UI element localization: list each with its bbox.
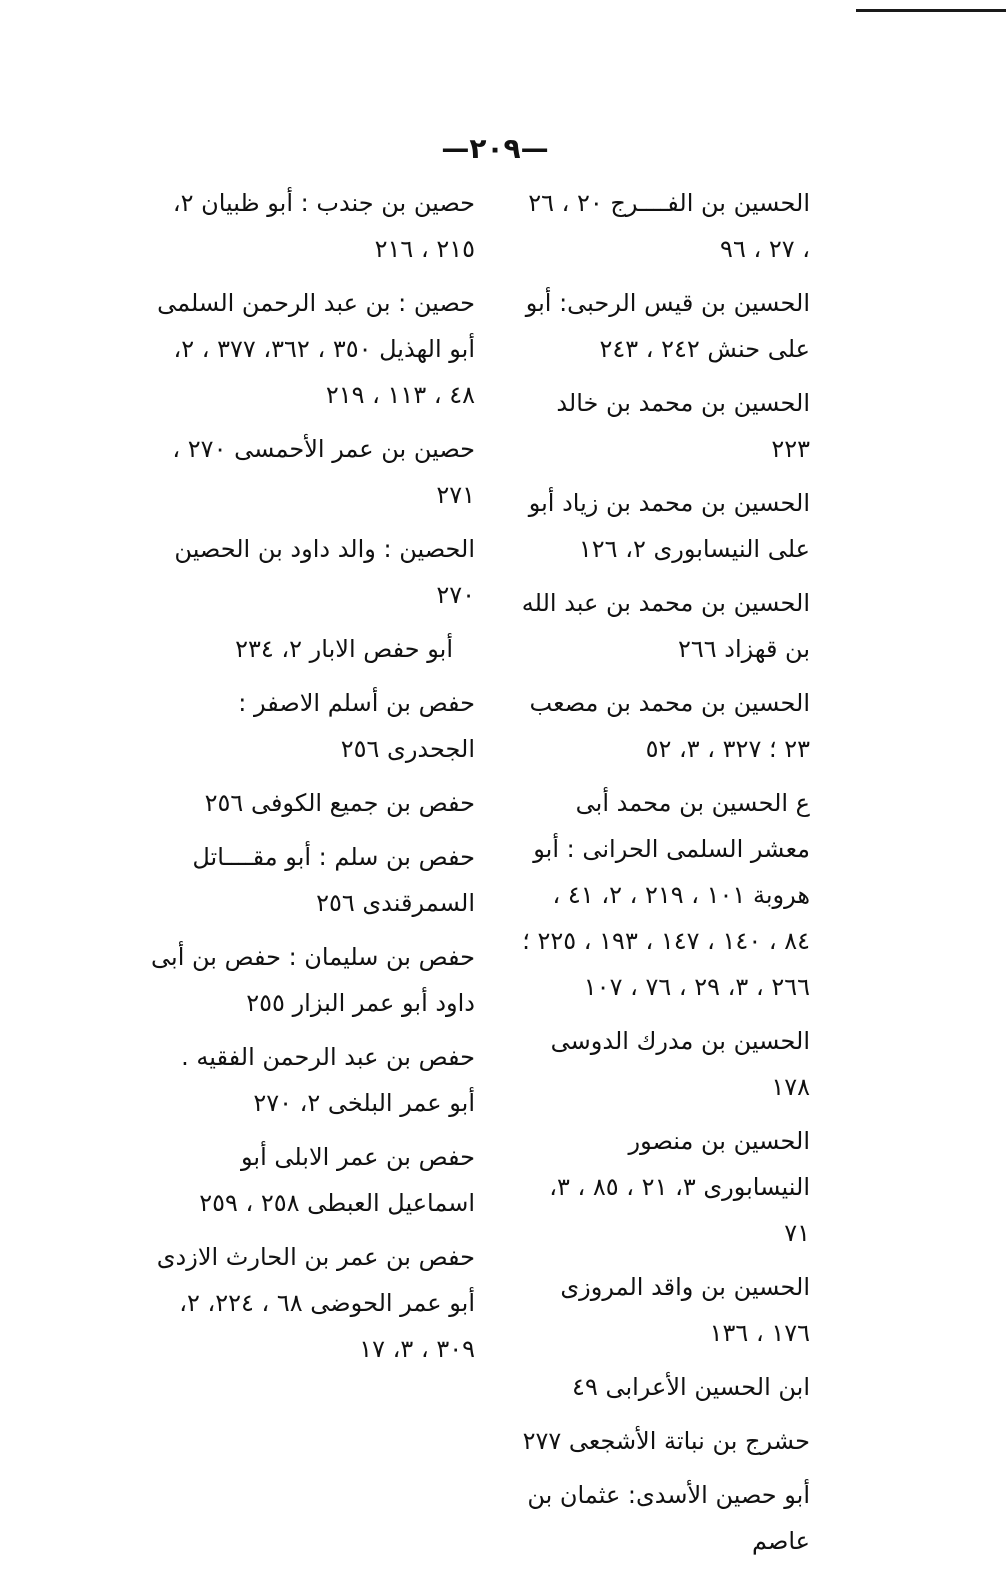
index-entry: حشرج بن نباتة الأشجعى ٢٧٧ [522, 1427, 810, 1455]
index-entry: ابن الحسين الأعرابى ٤٩ [572, 1373, 810, 1401]
index-entry: حصين : بن عبد الرحمن السلمى أبو الهذيل ٣٥٠ ، ٣٦٢، ٣٧٧ ، ٢، ٤٨ ، ١١٣ ، ٢١٩ [157, 289, 475, 409]
index-entry: حصين بن جندب : أبو ظبيان ٢، ٢١٥ ، ٢١٦ [172, 189, 475, 263]
index-entry: حفص بن جميع الكوفى ٢٥٦ [204, 789, 475, 817]
index-entry: الحسين بن محمد بن مصعب ٢٣ ؛ ٣٢٧ ، ٣، ٥٢ [529, 689, 810, 763]
index-entry: الحسين بن منصور النيسابورى ٣، ٢١ ، ٨٥ ، ٣، ٧١ [549, 1127, 810, 1247]
index-entry: أبو حفص الابار ٢، ٢٣٤ [235, 635, 453, 663]
top-rule [856, 9, 1006, 12]
index-entry: الحسين بن الفــــرج ٢٠ ، ٢٦ ، ٢٧ ، ٩٦ [528, 189, 810, 263]
index-entry: أبو حصين الأسدى: عثمان بن عاصم [527, 1481, 810, 1555]
index-entry: الحسين بن محمد بن عبد الله بن قهزاد ٢٦٦ [521, 589, 810, 663]
index-entry: الحسين بن محمد بن زياد أبو على النيسابورى ٢، ١٢٦ [528, 489, 810, 563]
index-column-left [150, 180, 475, 1380]
index-entry: الحسين بن قيس الرحبى: أبو على حنش ٢٤٢ ، ٢٤٣ [525, 289, 810, 363]
index-entry: ع الحسين بن محمد أبى معشر السلمى الحرانى : أبو هروبة ١٠١ ، ٢١٩ ، ٢، ٤١ ، ٨٤ ، ١٤٠ ، ١٤٧ ، ١٩٣ ، ٢٢٥ ؛ ٢٦٦ ، ٣، ٢٩ ، ٧٦ ، ١٠٧ [522, 789, 810, 1001]
index-entry: الحصين : والد داود بن الحصين ٢٧٠ [174, 535, 475, 609]
index-entry: حفص بن عمر الابلى أبو اسماعيل العبطى ٢٥٨ ، ٢٥٩ [199, 1143, 475, 1217]
page-number: —٢٠٩— [441, 132, 549, 165]
index-entry: الحسين بن مدرك الدوسى ١٧٨ [550, 1027, 810, 1101]
index-entry: الحسين بن واقد المروزى ١٧٦ ، ١٣٦ [560, 1273, 810, 1347]
index-entry: حصين بن عمر الأحمسى ٢٧٠ ، ٢٧١ [172, 435, 475, 509]
index-entry: حفص بن عمر بن الحارث الازدى أبو عمر الحوضى ٦٨ ، ٢٢٤، ٢، ٣٠٩ ، ٣، ١٧ [156, 1243, 475, 1363]
index-entry: حفص بن سليمان : حفص بن أبى داود أبو عمر البزار ٢٥٥ [151, 943, 475, 1017]
index-entry: حفص بن أسلم الاصفر : الجحدرى ٢٥٦ [238, 689, 475, 763]
index-column-right [520, 180, 810, 1572]
index-entry: حفص بن سلم : أبو مقــــاتل السمرقندى ٢٥٦ [192, 843, 475, 917]
index-entry: الحسين بن محمد بن خالد ٢٢٣ [556, 389, 810, 463]
index-entry: حفص بن عبد الرحمن الفقيه . أبو عمر البلخى ٢، ٢٧٠ [181, 1043, 475, 1117]
